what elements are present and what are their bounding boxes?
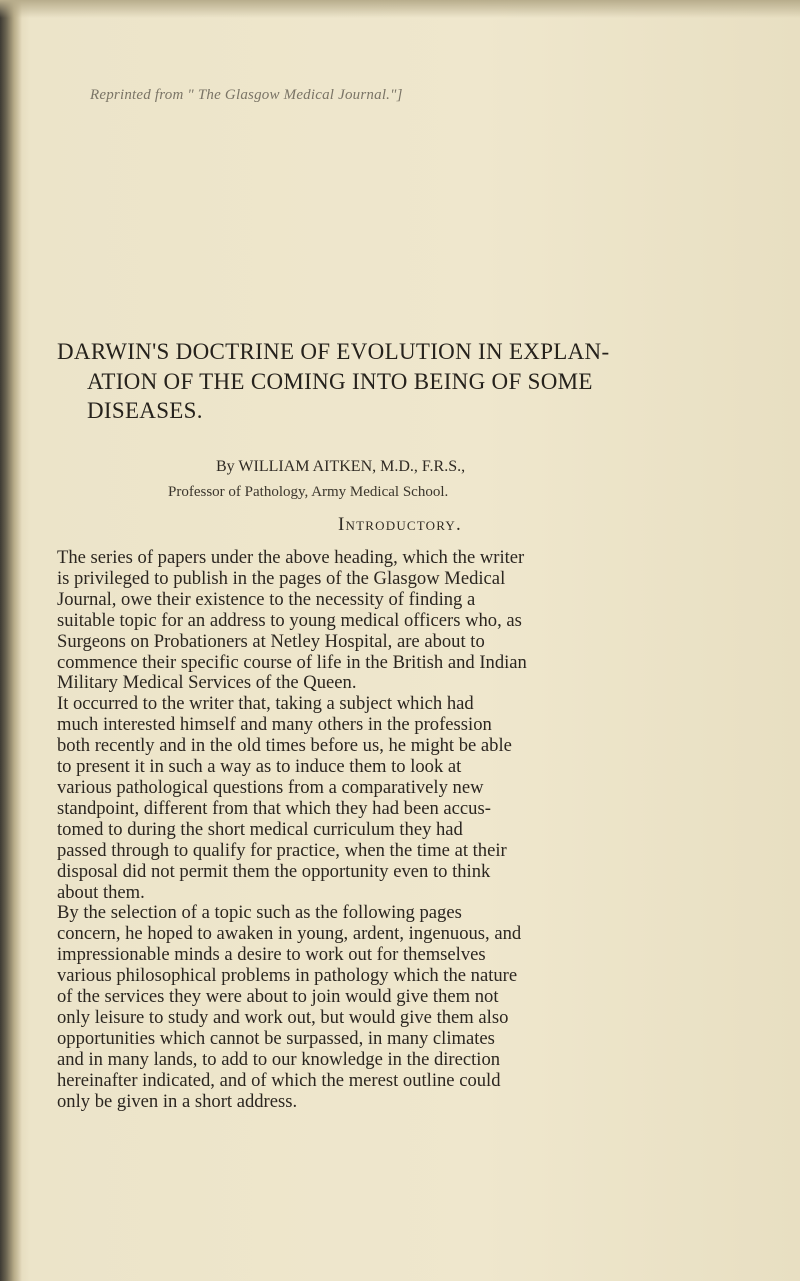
body-line: to present it in such a way as to induce them to look at — [57, 756, 462, 778]
article-title — [57, 337, 747, 426]
body-line: Surgeons on Probationers at Netley Hospital, are about to — [57, 630, 485, 652]
body-line: only be given in a short address. — [57, 1090, 298, 1112]
author-byline: By WILLIAM AITKEN, M.D., F.R.S., — [216, 458, 466, 475]
body-line: various philosophical problems in pathology which the nature — [57, 965, 518, 987]
section-heading: Introductory. — [338, 514, 462, 535]
author-affiliation: Professor of Pathology, Army Medical School. — [168, 484, 449, 500]
title-line: DISEASES. — [87, 398, 203, 423]
body-line: By the selection of a topic such as the following pages — [57, 902, 462, 924]
body-line: is privileged to publish in the pages of the Glasgow Medical — [57, 567, 506, 589]
body-line: suitable topic for an address to young medical officers who, as — [57, 609, 522, 631]
body-line: It occurred to the writer that, taking a subject which had — [57, 693, 474, 715]
article-body — [57, 548, 747, 1112]
body-line: hereinafter indicated, and of which the merest outline could — [57, 1069, 501, 1091]
body-line: The series of papers under the above heading, which the writer — [57, 547, 525, 568]
body-line: only leisure to study and work out, but would give them also — [57, 1006, 509, 1028]
page-binding-edge — [0, 0, 22, 1281]
title-line: ATION OF THE COMING INTO BEING OF SOME — [87, 368, 593, 394]
body-line: about them. — [57, 881, 145, 903]
page-top-shadow — [0, 0, 800, 18]
body-line: impressionable minds a desire to work out for themselves — [57, 944, 486, 966]
body-line: concern, he hoped to awaken in young, ardent, ingenuous, and — [57, 923, 522, 945]
body-line: standpoint, different from that which they had been accus- — [57, 797, 491, 819]
body-line: opportunities which cannot be surpassed, in many climates — [57, 1027, 495, 1049]
body-line: disposal did not permit them the opportunity even to think — [57, 860, 491, 882]
title-line: DARWIN'S DOCTRINE OF EVOLUTION IN EXPLAN- — [57, 339, 610, 364]
body-line: of the services they were about to join would give them not — [57, 986, 499, 1008]
body-line: Military Medical Services of the Queen. — [57, 672, 357, 694]
body-line: much interested himself and many others in the profession — [57, 714, 492, 736]
body-line: tomed to during the short medical curriculum they had — [57, 818, 463, 840]
body-line: and in many lands, to add to our knowledge in the direction — [57, 1048, 501, 1070]
body-line: commence their specific course of life in the British and Indian — [57, 651, 527, 673]
body-line: Journal, owe their existence to the necessity of finding a — [57, 588, 476, 610]
body-line: various pathological questions from a comparatively new — [57, 776, 484, 798]
body-line: both recently and in the old times before us, he might be able — [57, 735, 512, 757]
reprint-note: Reprinted from " The Glasgow Medical Journal."] — [90, 87, 403, 103]
body-line: passed through to qualify for practice, when the time at their — [57, 839, 507, 861]
